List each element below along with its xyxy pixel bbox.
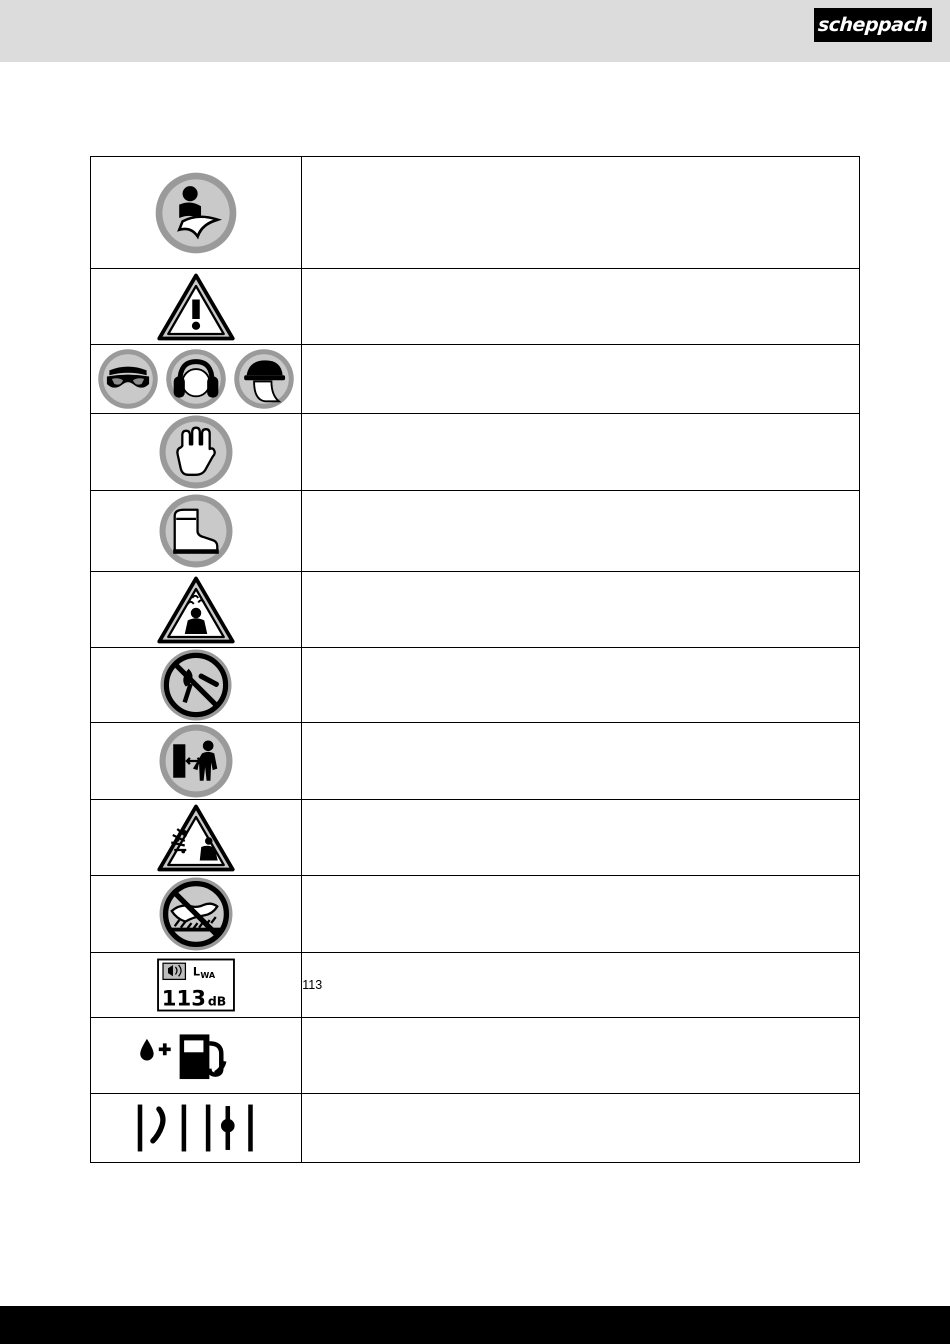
symbol-cell	[91, 876, 302, 953]
symbol-description	[302, 648, 860, 723]
symbol-cell	[91, 491, 302, 572]
symbol-description	[302, 269, 860, 345]
sound-power-unit: dB	[207, 993, 227, 1009]
symbol-cell	[91, 157, 302, 269]
symbol-cell	[91, 648, 302, 723]
table-row	[91, 345, 860, 414]
fuel-oil-mix-icon	[136, 1027, 256, 1085]
symbol-description	[302, 345, 860, 414]
table-row	[91, 414, 860, 491]
symbol-cell	[91, 723, 302, 800]
table-row	[91, 1094, 860, 1163]
symbol-cell	[91, 953, 302, 1018]
table-row	[91, 953, 860, 1018]
symbol-description	[302, 876, 860, 953]
symbol-cell	[91, 800, 302, 876]
symbol-description	[302, 800, 860, 876]
table-row	[91, 157, 860, 269]
table-row	[91, 1018, 860, 1094]
wear-head-protection-icon	[233, 348, 295, 410]
symbol-description: 113	[302, 953, 860, 1018]
sound-power-value: 113	[161, 985, 207, 1011]
page-footer-band	[0, 1306, 950, 1344]
table-row	[91, 876, 860, 953]
sound-power-level-icon	[155, 957, 237, 1013]
read-manual-icon	[154, 171, 238, 255]
choke-throttle-settings-icon	[131, 1100, 261, 1156]
table-row	[91, 800, 860, 876]
table-row	[91, 648, 860, 723]
brand-logo-text: scheppach	[817, 14, 929, 36]
safety-symbol-table	[90, 156, 860, 1163]
wear-ear-protection-icon	[165, 348, 227, 410]
keep-distance-icon	[158, 723, 234, 799]
symbol-cell	[91, 572, 302, 648]
symbol-description	[302, 414, 860, 491]
no-open-flame-no-smoking-icon	[159, 648, 233, 722]
wear-gloves-icon	[158, 414, 234, 490]
symbol-description	[302, 723, 860, 800]
table-row	[91, 572, 860, 648]
wear-eye-protection-icon	[97, 348, 159, 410]
symbol-cell	[91, 1094, 302, 1163]
page-header-band	[0, 0, 950, 62]
table-row	[91, 723, 860, 800]
table-row	[91, 269, 860, 345]
brand-logo	[814, 8, 932, 42]
svg-text:WA: WA	[200, 970, 216, 981]
symbol-cell	[91, 269, 302, 345]
table-row	[91, 491, 860, 572]
symbol-description	[302, 1018, 860, 1094]
no-hands-in-blade-icon	[158, 876, 234, 952]
exhaust-fumes-warning-icon	[154, 574, 238, 646]
symbol-cell	[91, 414, 302, 491]
symbol-description	[302, 572, 860, 648]
symbol-cell	[91, 1018, 302, 1094]
wear-safety-boots-icon	[158, 493, 234, 569]
symbol-description	[302, 491, 860, 572]
warning-general-icon	[154, 271, 238, 343]
thrown-objects-warning-icon	[154, 802, 238, 874]
symbol-description	[302, 157, 860, 269]
symbol-description	[302, 1094, 860, 1163]
symbol-cell	[91, 345, 302, 414]
svg-text:L: L	[193, 965, 201, 979]
